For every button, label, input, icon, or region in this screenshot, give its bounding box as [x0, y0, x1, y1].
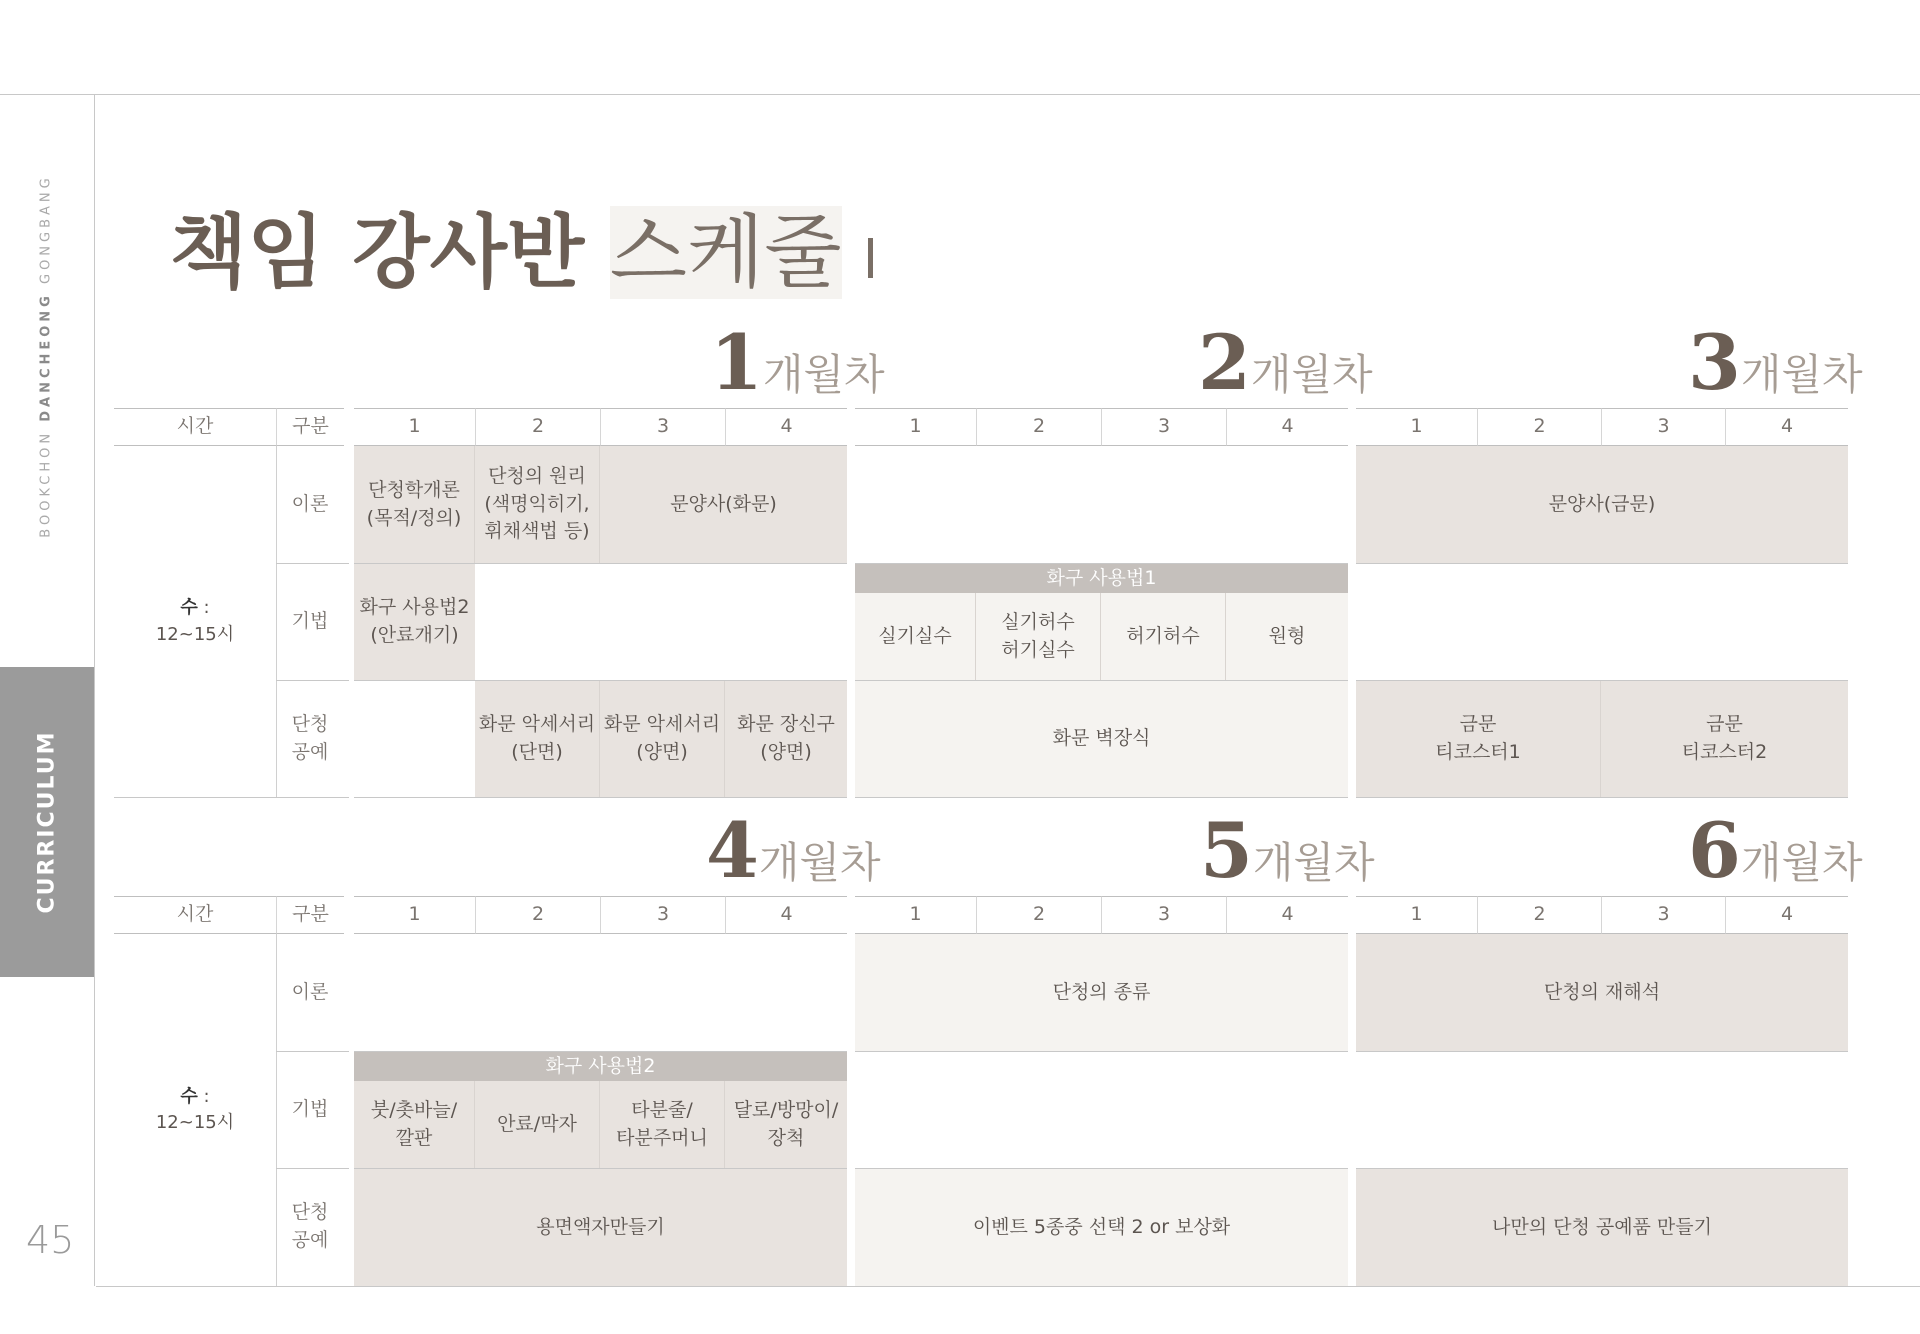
schedule-cell: 실기허수 허기실수: [976, 593, 1101, 680]
month-label: 개월차: [762, 350, 885, 399]
schedule-cell: 화문 벽장식: [855, 681, 1348, 797]
header-week: 1: [855, 408, 976, 446]
row-label-theory: 이론: [291, 980, 329, 1003]
month-heading-6: [1688, 806, 1863, 895]
section-label: CURRICULUM: [34, 730, 60, 914]
month-number: 2: [1198, 318, 1251, 407]
brand-prefix: BOOKCHON: [38, 429, 54, 538]
header-week: 3: [1101, 896, 1226, 934]
header-week: 1: [855, 896, 976, 934]
brand-suffix: GONGBANG: [38, 174, 54, 285]
header-week: 2: [976, 896, 1101, 934]
row-rule: [1356, 563, 1848, 564]
month-number: 5: [1200, 806, 1253, 895]
schedule-cell: 금문 티코스터1: [1356, 681, 1601, 797]
schedule-cell: 타분줄/ 타분주머니: [600, 1081, 725, 1168]
month-label: 개월차: [1740, 350, 1863, 399]
schedule-cell: 단청학개론 (목적/정의): [354, 446, 475, 563]
top-rule: [0, 94, 1920, 95]
month-heading-2: [1198, 318, 1373, 407]
header-time: 시간: [114, 408, 276, 446]
schedule-cell: 단청의 원리 (색명익히기, 휘채색법 등): [475, 446, 600, 563]
header-week: 2: [976, 408, 1101, 446]
header-week: 2: [475, 896, 600, 934]
header-week: 1: [1356, 408, 1477, 446]
brand-bold: DANCHEONG: [38, 292, 54, 422]
row-rule: [1356, 797, 1848, 798]
hours-label: 12~15시: [155, 1112, 235, 1133]
month-label: 개월차: [1252, 838, 1375, 887]
header-week: 3: [600, 896, 725, 934]
hours-label: 12~15시: [155, 623, 235, 645]
month-number: 3: [1688, 318, 1741, 407]
header-week: 3: [1101, 408, 1226, 446]
day-label: 수: [180, 1085, 198, 1107]
title-bar: [868, 238, 873, 278]
month-heading-4: [706, 806, 881, 895]
header-time: 시간: [114, 896, 276, 934]
bottom-rule: [96, 1286, 1920, 1287]
header-category: 구분: [276, 408, 344, 446]
header-week: 1: [354, 408, 475, 446]
schedule-cell: 이벤트 5종중 선택 2 or 보상화: [855, 1169, 1348, 1286]
month-number: 1: [710, 318, 763, 407]
schedule-cell: 용면액자만들기: [354, 1169, 847, 1286]
sidebar-brand: [39, 174, 54, 537]
header-week: 1: [354, 896, 475, 934]
schedule-cell: 실기실수: [855, 593, 976, 680]
header-week: 2: [1477, 896, 1601, 934]
schedule-cell: 원형: [1226, 593, 1348, 680]
header-week: 4: [725, 896, 847, 934]
side-rule: [94, 94, 95, 1286]
month-number: 6: [1688, 806, 1741, 895]
schedule-cell: 화구 사용법2 (안료개기): [354, 564, 475, 680]
row-label-craft: 단청 공예: [291, 1201, 329, 1251]
row-label-technique: 기법: [291, 1097, 329, 1120]
schedule-cell: 안료/막자: [475, 1081, 600, 1168]
row-rule: [114, 797, 349, 798]
colon: :: [197, 1085, 210, 1107]
schedule-cell: 문양사(금문): [1356, 446, 1848, 563]
month-heading-3: [1688, 318, 1863, 407]
row-rule: [1356, 1051, 1848, 1052]
header-category: 구분: [276, 896, 344, 934]
header-week: 3: [1601, 896, 1725, 934]
row-label-theory: 이론: [291, 492, 329, 515]
row-label-craft: 단청 공예: [291, 712, 329, 763]
row-rule: [354, 797, 847, 798]
header-week: 4: [1725, 408, 1848, 446]
month-heading-1: [710, 318, 885, 407]
schedule-cell: 단청의 종류: [855, 934, 1348, 1051]
row-label-technique: 기법: [291, 609, 329, 632]
time-slot: [114, 934, 276, 1286]
header-week: 4: [725, 408, 847, 446]
schedule-cell: 허기허수: [1101, 593, 1226, 680]
header-week: 4: [1226, 408, 1348, 446]
schedule-cell: 화문 악세서리 (단면): [475, 681, 600, 797]
month-label: 개월차: [758, 838, 881, 887]
schedule-cell: 단청의 재해석: [1356, 934, 1848, 1051]
technique-band: 화구 사용법1: [855, 564, 1348, 593]
schedule-cell: 금문 티코스터2: [1601, 681, 1848, 797]
row-rule: [855, 1051, 1348, 1052]
schedule-cell: 나만의 단청 공예품 만들기: [1356, 1169, 1848, 1286]
schedule-cell: 문양사(화문): [600, 446, 847, 563]
header-week: 3: [1601, 408, 1725, 446]
schedule-cell: 화문 장신구 (양면): [725, 681, 847, 797]
time-slot: [114, 446, 276, 797]
header-week: 2: [1477, 408, 1601, 446]
title-bold: 책임 강사반: [170, 206, 585, 299]
month-label: 개월차: [1740, 838, 1863, 887]
header-week: 2: [475, 408, 600, 446]
day-label: 수: [180, 597, 198, 619]
month-number: 4: [706, 806, 759, 895]
header-week: 4: [1725, 896, 1848, 934]
schedule-cell: 화문 악세서리 (양면): [600, 681, 725, 797]
page-number: 45: [26, 1218, 75, 1262]
page-title: [170, 188, 873, 303]
title-light: 스케줄: [609, 206, 842, 299]
month-label: 개월차: [1250, 350, 1373, 399]
colon: :: [197, 597, 210, 619]
month-heading-5: [1200, 806, 1375, 895]
header-week: 4: [1226, 896, 1348, 934]
header-week: 3: [600, 408, 725, 446]
schedule-cell: 달로/방망이/ 장척: [725, 1081, 847, 1168]
header-week: 1: [1356, 896, 1477, 934]
row-rule: [855, 797, 1348, 798]
technique-band: 화구 사용법2: [354, 1052, 847, 1081]
schedule-cell: 붓/촛바늘/ 깔판: [354, 1081, 475, 1168]
